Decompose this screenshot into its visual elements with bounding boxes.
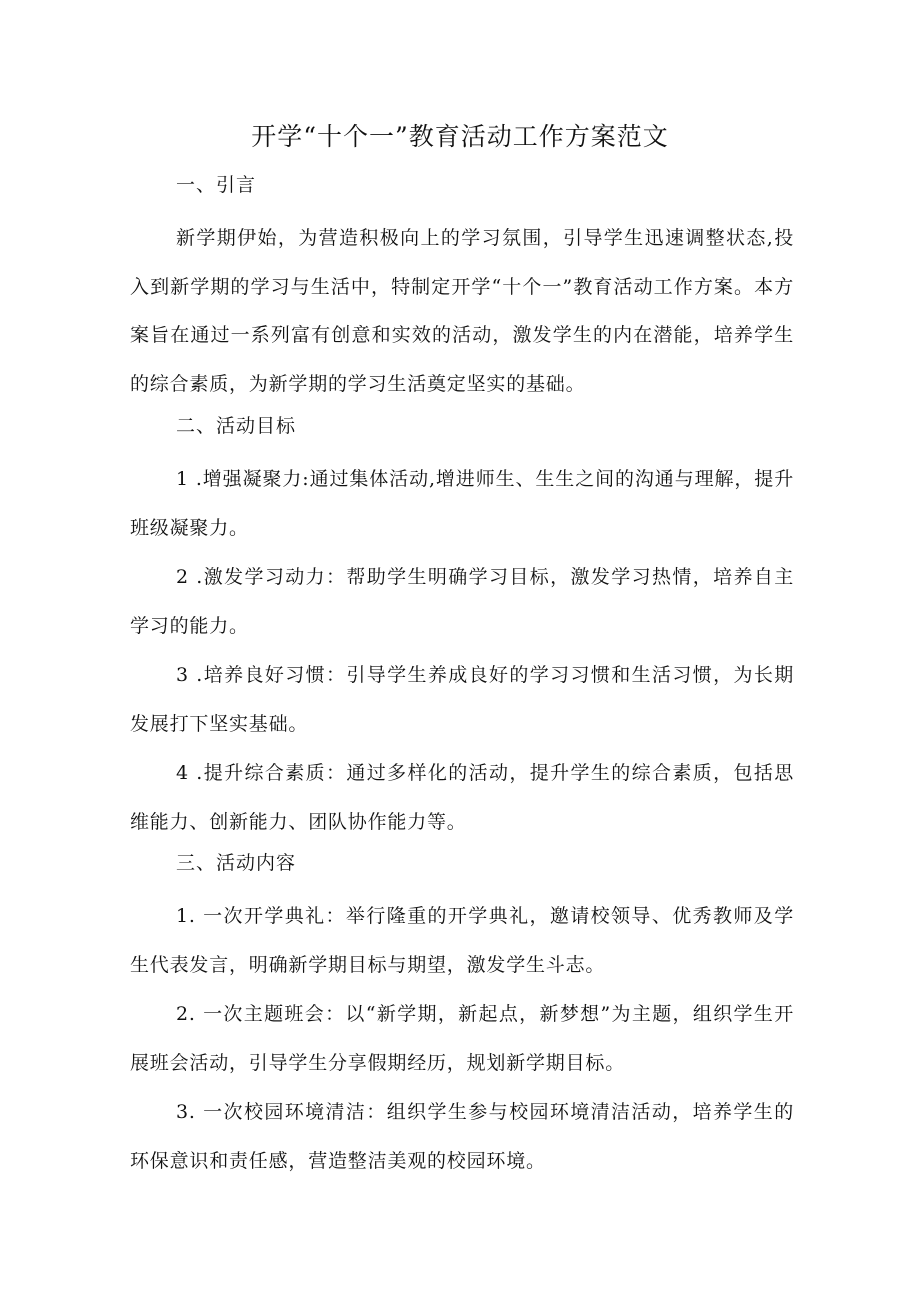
content-item-1: 1. 一次开学典礼：举行隆重的开学典礼，邀请校领导、优秀教师及学生代表发言，明确新学期目标与期望，激发学生斗志。 xyxy=(130,905,794,976)
goal-item-1: 1 .增强凝聚力:通过集体活动,增进师生、生生之间的沟通与理解，提升班级凝聚力。 xyxy=(130,468,794,539)
section-heading-goals: 二、活动目标 xyxy=(176,415,297,437)
content-item-3: 3. 一次校园环境清洁：组织学生参与校园环境清洁活动，培养学生的环保意识和责任感，营造整洁美观的校园环境。 xyxy=(130,1101,794,1172)
section-heading-content: 三、活动内容 xyxy=(176,852,297,874)
goal-item-3: 3 .培养良好习惯：引导学生养成良好的学习习惯和生活习惯，为长期发展打下坚实基础。 xyxy=(130,664,794,735)
document-title: 开学“十个一”教育活动工作方案范文 xyxy=(251,122,669,151)
section-heading-introduction: 一、引言 xyxy=(176,174,257,196)
introduction-paragraph: 新学期伊始，为营造积极向上的学习氛围，引导学生迅速调整状态,投入到新学期的学习与生活中，特制定开学“十个一”教育活动工作方案。本方案旨在通过一系列富有创意和实效的活动，激发学生的内在潜能，培养学生的综合素质，为新学期的学习生活奠定坚实的基础。 xyxy=(130,227,794,395)
goal-item-2: 2 .激发学习动力：帮助学生明确学习目标，激发学习热情，培养自主学习的能力。 xyxy=(130,566,794,637)
content-item-2: 2. 一次主题班会：以“新学期，新起点，新梦想”为主题，组织学生开展班会活动，引导学生分享假期经历，规划新学期目标。 xyxy=(130,1003,794,1074)
goal-item-4: 4 .提升综合素质：通过多样化的活动，提升学生的综合素质，包括思维能力、创新能力、团队协作能力等。 xyxy=(130,762,794,833)
